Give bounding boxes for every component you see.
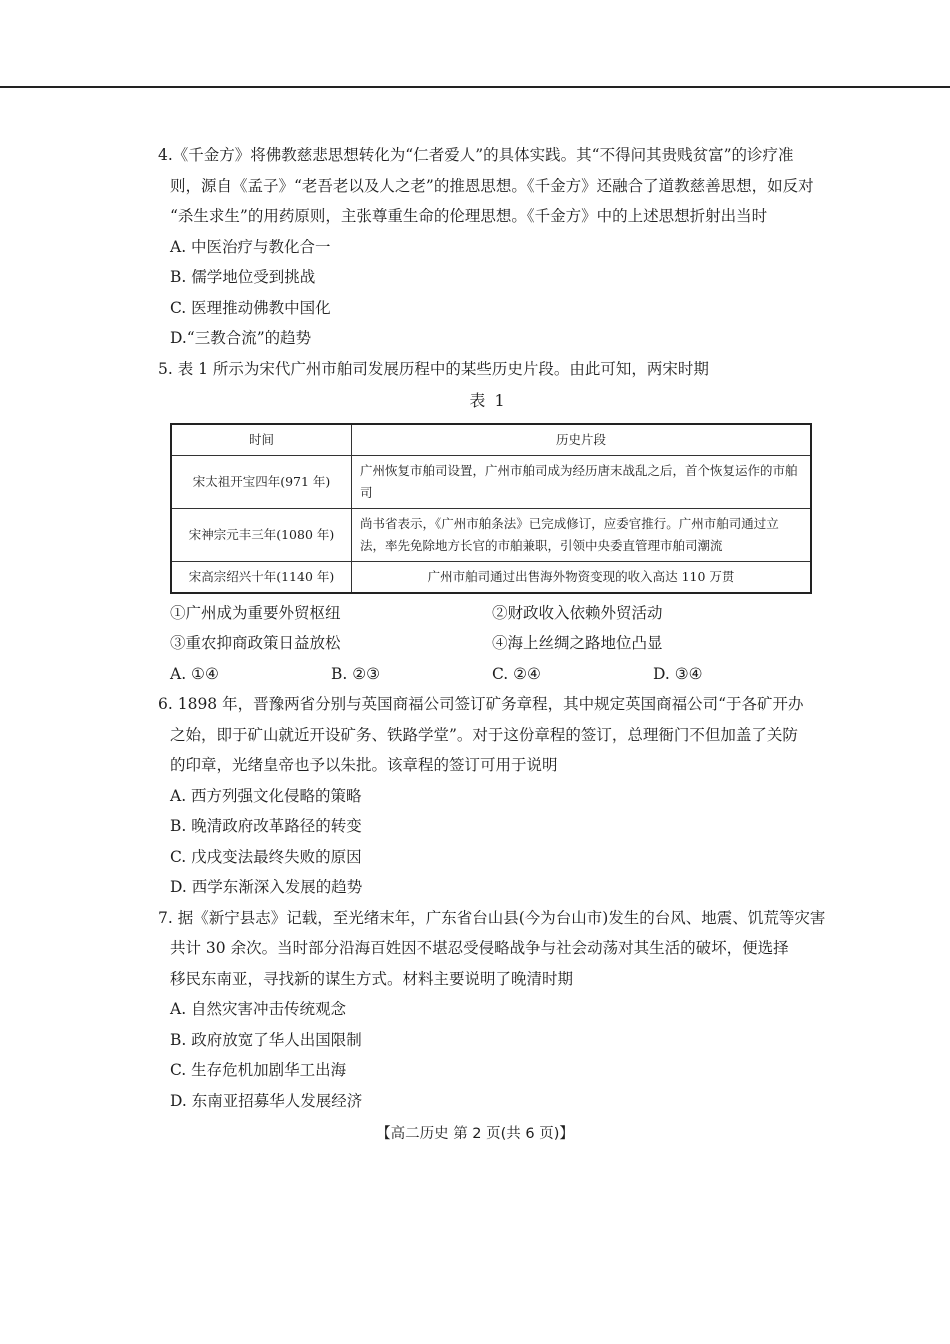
question-5-option-b: B. ②③ — [331, 664, 381, 683]
question-5-statement-2: ②财政收入依赖外贸活动 — [492, 603, 663, 622]
question-4 — [158, 140, 818, 354]
question-5-statements-row — [158, 598, 818, 629]
question-4-stem-line: 则，源自《孟子》“老吾老以及人之老”的推恩思想。《千金方》还融合了道教慈善思想，如反对 — [170, 176, 814, 195]
question-5-option-d: D. ③④ — [653, 664, 703, 683]
table-title: 表 1 — [469, 391, 507, 410]
table-cell-event: 广州恢复市舶司设置，广州市舶司成为经历唐末战乱之后，首个恢复运作的市舶司 — [352, 455, 812, 508]
question-6-option-c: C. 戊戌变法最终失败的原因 — [170, 847, 362, 866]
question-4-stem-line: 4.《千金方》将佛教慈悲思想转化为“仁者爱人”的具体实践。其“不得问其贵贱贫富”的诊疗准 — [158, 146, 794, 164]
question-4-option-b: B. 儒学地位受到挑战 — [170, 268, 316, 286]
question-7-stem-line: 移民东南亚，寻找新的谋生方式。材料主要说明了晚清时期 — [170, 969, 574, 988]
table-row — [171, 561, 811, 593]
question-5-option-c: C. ②④ — [492, 664, 541, 683]
question-4-option-d: D.“三教合流”的趋势 — [170, 329, 312, 347]
question-5-stem: 5. 表 1 所示为宋代广州市舶司发展历程中的某些历史片段。由此可知，两宋时期 — [158, 359, 709, 378]
table-cell-event: 尚书省表示，《广州市舶条法》已完成修订，应委官推行。广州市舶司通过立法，率先免除地方长官的市舶兼职，引领中央委直管理市舶司潮流 — [352, 508, 812, 561]
question-5-statement-1: ①广州成为重要外贸枢纽 — [170, 603, 341, 622]
table-header-time: 时间 — [171, 424, 352, 456]
table-cell-time: 宋太祖开宝四年(971 年) — [171, 455, 352, 508]
question-5-statements-row — [158, 628, 818, 659]
question-5-statement-4: ④海上丝绸之路地位凸显 — [492, 634, 663, 652]
table-row — [171, 455, 811, 508]
table-cell-time: 宋神宗元丰三年(1080 年) — [171, 508, 352, 561]
question-4-option-c: C. 医理推动佛教中国化 — [170, 298, 331, 317]
question-5-statement-3: ③重农抑商政策日益放松 — [170, 634, 341, 652]
question-7 — [158, 903, 826, 1117]
table-row — [171, 508, 811, 561]
table-cell-event: 广州市舶司通过出售海外物资变现的收入高达 110 万贯 — [352, 561, 812, 593]
question-7-stem-line: 7. 据《新宁县志》记载，至光绪末年，广东省台山县(今为台山市)发生的台风、地震、饥荒等灾害 — [158, 908, 826, 927]
question-5-option-a: A. ①④ — [170, 664, 219, 683]
question-5 — [158, 354, 818, 690]
header-rule — [0, 86, 950, 88]
question-4-stem-line: “杀生求生”的用药原则，主张尊重生命的伦理思想。《千金方》中的上述思想折射出当时 — [170, 207, 768, 225]
table-header-row — [171, 424, 811, 456]
question-7-option-d: D. 东南亚招募华人发展经济 — [170, 1091, 363, 1110]
question-6-stem-line: 6. 1898 年，晋豫两省分别与英国商福公司签订矿务章程，其中规定英国商福公司“于各矿开办 — [158, 695, 804, 713]
question-4-option-a: A. 中医治疗与教化合一 — [170, 237, 331, 256]
question-7-stem-line: 共计 30 余次。当时部分沿海百姓因不堪忍受侵略战争与社会动荡对其生活的破坏，便选择 — [170, 939, 789, 957]
table-cell-time: 宋高宗绍兴十年(1140 年) — [171, 561, 352, 593]
question-6-option-d: D. 西学东渐深入发展的趋势 — [170, 878, 363, 896]
question-7-option-c: C. 生存危机加剧华工出海 — [170, 1061, 347, 1079]
exam-content — [158, 140, 826, 1116]
question-7-option-b: B. 政府放宽了华人出国限制 — [170, 1030, 362, 1049]
question-7-option-a: A. 自然灾害冲击传统观念 — [170, 1000, 347, 1018]
question-6-option-a: A. 西方列强文化侵略的策略 — [170, 786, 362, 805]
table-header-event: 历史片段 — [352, 424, 812, 456]
question-6-stem-line: 的印章，光绪皇帝也予以朱批。该章程的签订可用于说明 — [170, 756, 558, 774]
history-table — [170, 423, 812, 594]
question-6-option-b: B. 晚清政府改革路径的转变 — [170, 817, 362, 835]
question-5-options — [158, 659, 818, 690]
question-6 — [158, 689, 818, 903]
question-6-stem-line: 之始，即于矿山就近开设矿务、铁路学堂”。对于这份章程的签订，总理衙门不但加盖了关防 — [170, 725, 798, 744]
page-footer: 【高二历史 第 2 页(共 6 页)】 — [376, 1126, 574, 1142]
